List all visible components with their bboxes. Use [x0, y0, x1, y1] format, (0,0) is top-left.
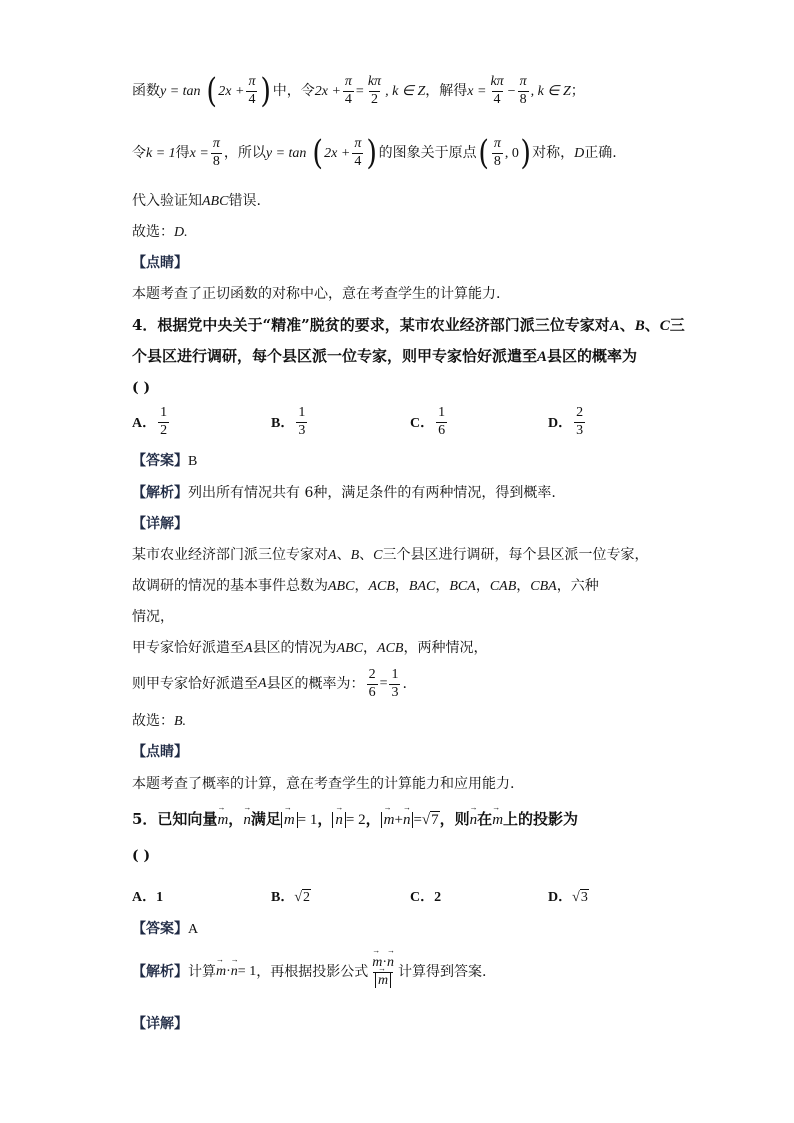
- paren-left: (: [206, 71, 217, 111]
- q5-answer: 【答案】A: [132, 921, 199, 937]
- q4-detail-4: 甲专家恰好派遣至A县区的情况为ABC，ACB，两种情况，: [132, 640, 488, 656]
- dianjing-tag: 【点睛】: [132, 255, 188, 271]
- q4-option-d: D． $\frac{2}{3}$: [548, 405, 584, 438]
- q4-detail-tag: 【详解】: [132, 516, 188, 532]
- q5-paren: ( ): [132, 848, 151, 864]
- q4-option-c: C． $\frac{1}{6}$: [410, 405, 446, 438]
- q4-detail-2: 故调研的情况的基本事件总数为ABC，ACB，BAC，BCA，CAB，CBA，六种: [132, 578, 599, 594]
- q4-detail-6: 故选：B.: [132, 713, 187, 729]
- q4-detail-3: 情况，: [132, 609, 174, 625]
- paren-right: ): [260, 71, 272, 111]
- note-tan: 本题考查了正切函数的对称中心，意在考查学生的计算能力.: [132, 286, 501, 302]
- q4-detail-5: 则甲专家恰好派遣至A县区的概率为： $\frac{2}{6}$ = $\frac{1}{3}$ .: [132, 667, 407, 700]
- q4-option-b: B． $\frac{1}{3}$: [271, 405, 306, 438]
- q4-answer: 【答案】B: [132, 453, 198, 469]
- q4-stem-line1: 4．根据党中央关于“精准”脱贫的要求，某市农业经济部门派三位专家对A、B、C三: [132, 316, 685, 334]
- line-choose-d: 故选：D.: [132, 224, 188, 240]
- line-verify: 代入验证知ABC错误.: [132, 193, 261, 209]
- q4-detail-1: 某市农业经济部门派三位专家对A、B、C三个县区进行调研，每个县区派一位专家，: [132, 547, 649, 563]
- q4-paren: ( ): [132, 380, 151, 396]
- q5-analysis: 【解析】计算→ m·→ n= 1，再根据投影公式 → m·→ n → m 计算得到答案.: [132, 956, 486, 988]
- line-symmetry: 令k = 1得x = $\frac{\pi}{8}$ ，所以y = tan (2x + $\frac{\pi}{4}$ )的图象关于原点( $\frac{\pi}{8}$ , 0)对称，D正确.: [132, 133, 617, 173]
- line-tan-solve: 函数y = tan (2x + $\frac{\pi}{4}$ )中，令2x + $\frac{\pi}{4}$ = $\frac{k\pi}{2}$ , k ∈ Z，解得x = $\frac{k\pi}{4}$ − $\frac{\pi}{8}$ , k ∈ Z；: [132, 71, 585, 111]
- fraction: $\frac{\pi}{4}$: [248, 73, 256, 107]
- q5-option-d: D．√3: [548, 890, 588, 905]
- q4-dianjing-tag: 【点睛】: [132, 744, 188, 760]
- q4-analysis: 【解析】列出所有情况共有 6种，满足条件的有两种情况，得到概率.: [132, 485, 556, 501]
- q5-option-a: A．1: [132, 890, 164, 905]
- q5-option-c: C．2: [410, 890, 442, 905]
- q5-option-b: B．√2: [271, 890, 311, 905]
- q4-option-a: A． $\frac{1}{2}$: [132, 405, 168, 438]
- q4-stem-line2: 个县区进行调研，每个县区派一位专家，则甲专家恰好派遣至A县区的概率为: [132, 347, 638, 365]
- q5-stem: 5．已知向量→ m，→ n满足→ m = 1，→ n = 2，→ m+→ n =√7，则→ n在→ m上的投影为: [132, 812, 578, 828]
- q4-note: 本题考查了概率的计算，意在考查学生的计算能力和应用能力.: [132, 776, 515, 792]
- q5-detail-tag: 【详解】: [132, 1016, 188, 1032]
